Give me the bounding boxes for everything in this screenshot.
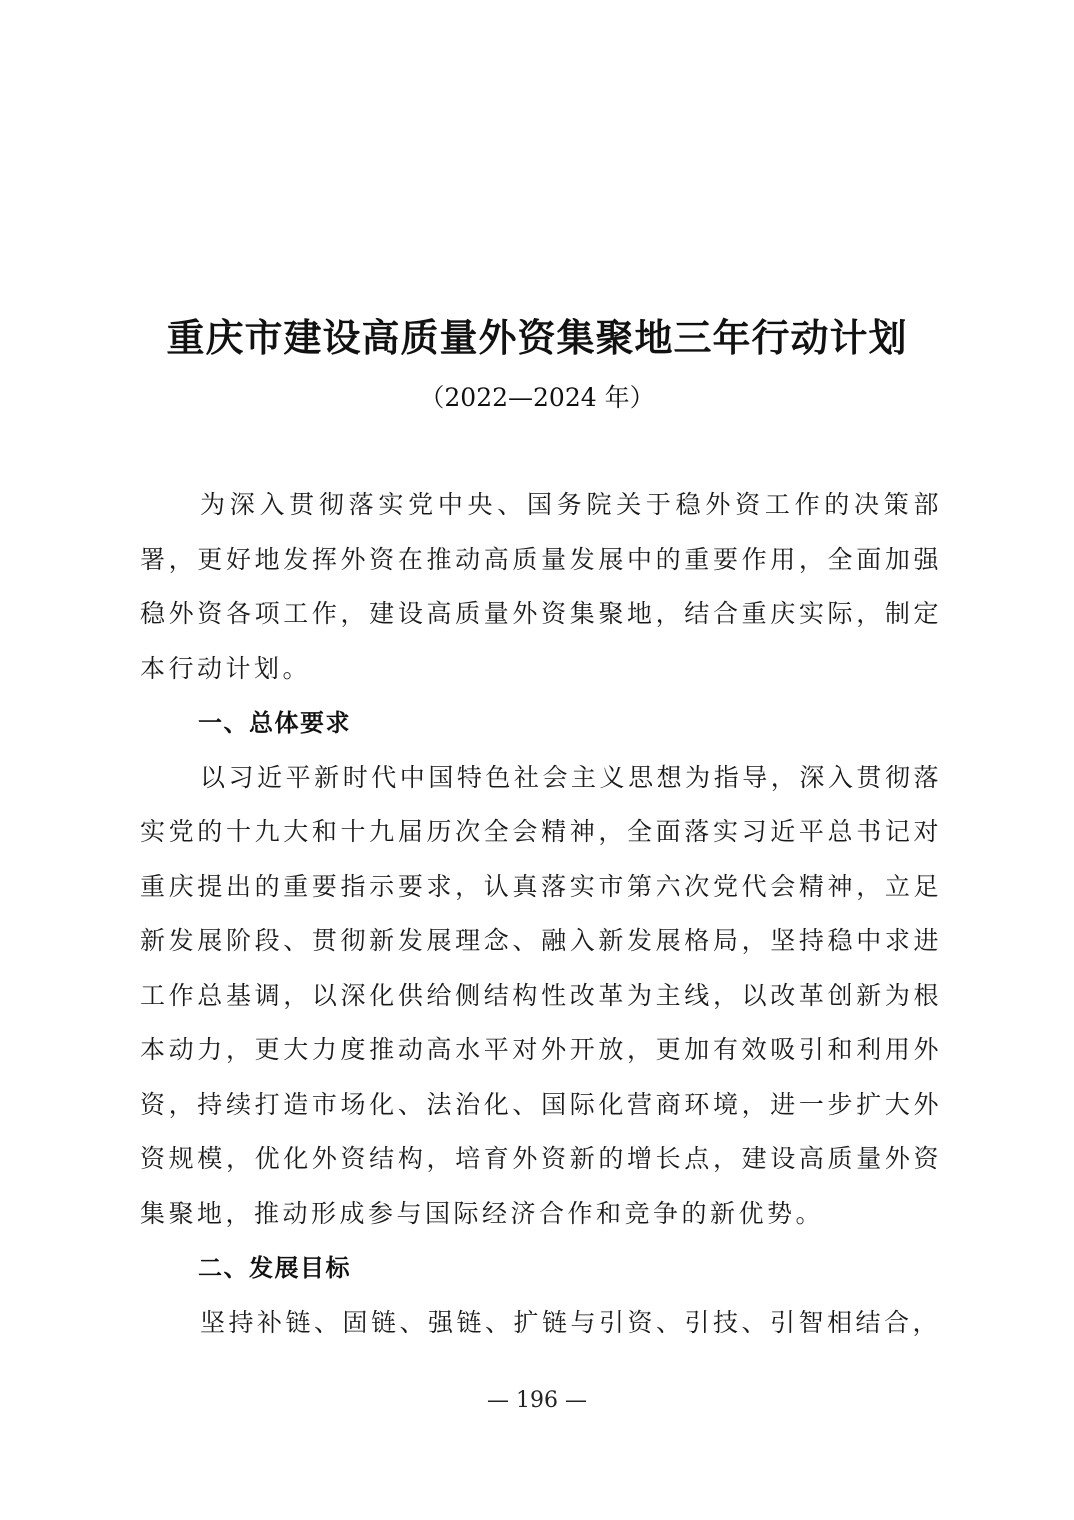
section-paragraph-general-requirements: 以习近平新时代中国特色社会主义思想为指导，深入贯彻落实党的十九大和十九届历次全会精神，全面落实习近平总书记对重庆提出的重要指示要求，认真落实市第六次党代会精神，立足新发展阶段、贯彻新发展理念、融入新发展格局，坚持稳中求进工作总基调，以深化供给侧结构性改革为主线，以改革创新为根本动力，更大力度推动高水平对外开放，更加有效吸引和利用外资，持续打造市场化、法治化、国际化营商环境，进一步扩大外资规模，优化外资结构，培育外资新的增长点，建设高质量外资集聚地，推动形成参与国际经济合作和竞争的新优势。	[140, 762, 942, 1228]
document-title: 重庆市建设高质量外资集聚地三年行动计划	[166, 315, 908, 360]
section-heading-development-goals: 二、发展目标	[198, 1254, 351, 1282]
document-subtitle: （2022—2024 年）	[419, 383, 655, 412]
page-number: — 196 —	[487, 1388, 587, 1413]
section-paragraph-development-goals: 坚持补链、固链、强链、扩链与引资、引技、引智相结合，	[200, 1307, 942, 1337]
section-heading-general-requirements: 一、总体要求	[198, 709, 351, 737]
intro-paragraph: 为深入贯彻落实党中央、国务院关于稳外资工作的决策部署，更好地发挥外资在推动高质量发展中的重要作用，全面加强稳外资各项工作，建设高质量外资集聚地，结合重庆实际，制定本行动计划。	[140, 490, 942, 683]
document-body	[140, 478, 942, 1350]
